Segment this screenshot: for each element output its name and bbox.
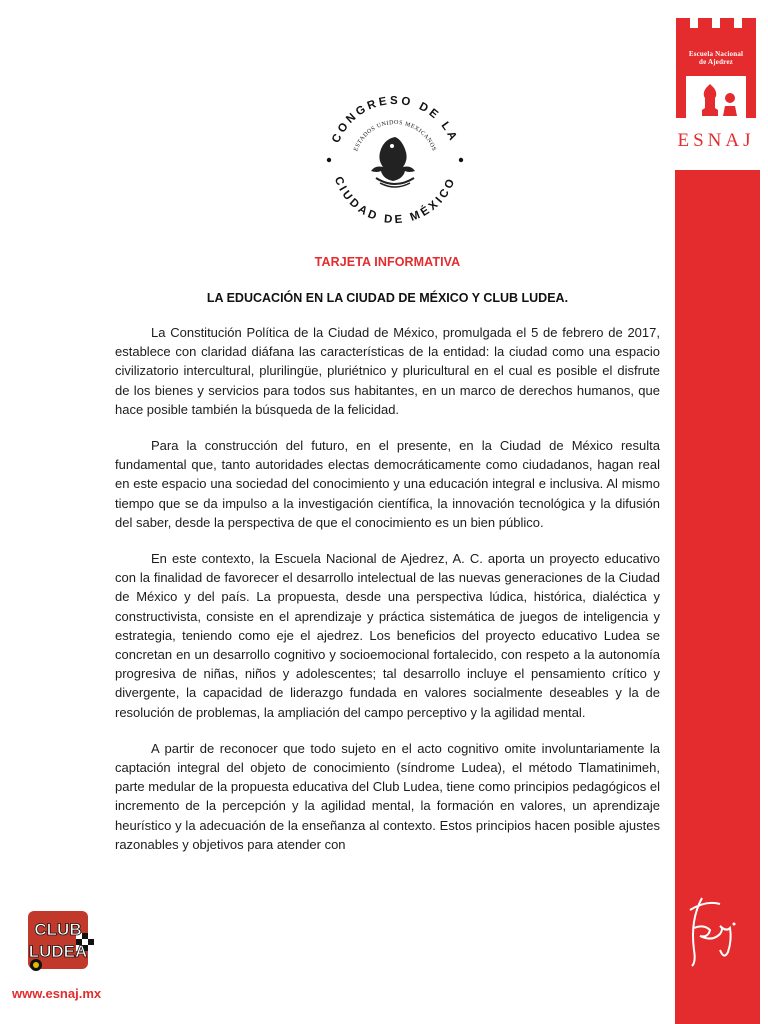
document-body (115, 255, 660, 871)
esnaj-logo (672, 18, 760, 158)
esnaj-badge-text (678, 50, 754, 66)
seal-top-text: CONGRESO DE LA (330, 94, 460, 145)
esnaj-badge-line-1: Escuela Nacional (688, 50, 744, 58)
signature-icon (680, 890, 750, 970)
seal-bottom-text: CIUDAD DE MÉXICO (331, 174, 459, 227)
document-label: TARJETA INFORMATIVA (314, 255, 461, 269)
eagle-icon (371, 137, 415, 187)
paragraph: A partir de reconocer que todo sujeto en el acto cognitivo omite involuntariamente la captación integral del objeto de conocimiento (síndrome Ludea), el método Tlamatinimeh, parte medular de la propuesta educativa del Club Ludea, tiene como principios pedagógicos el incremento de la percepción y la agilidad mental, la formación en valores, un aprendizaje heurístico y la adecuación de la enseñanza al contexto. Estos principios hacen posible ajustes razonables y objetivos para atender con (115, 740, 660, 852)
website-link[interactable]: www.esnaj.mx (12, 986, 102, 1001)
castle-tower-icon (672, 18, 760, 128)
esnaj-badge-line-2: de Ajedrez (699, 58, 733, 66)
paragraph: Para la construcción del futuro, en el presente, en la Ciudad de México resulta fundamental que, tanto autoridades electas democráticamente como ciudadanos, hagan real en este espacio una sociedad del conocimiento y una educación integral e inclusiva. Al mismo tiempo que se da impulso a la investigación científica, la innovación tecnológica y la difusión del saber, desde la perspectiva de que el conocimiento es un bien público. (115, 438, 660, 530)
paragraph: En este contexto, la Escuela Nacional de Ajedrez, A. C. aporta un proyecto educativo con la finalidad de favorecer el desarrollo intelectual de las nuevas generaciones de la Ciudad de México y del país. La propuesta, desde una perspectiva lúdica, histórica, dialéctica y constructivista, consiste en el aprendizaje y práctica sistemática de juegos de inteligencia y estrategia, teniendo como eje el ajedrez. Los beneficios del proyecto educativo Ludea se concretan en un desarrollo cognitivo y socioemocional fortalecido, con respeto a la autonomía progresiva de niñas, niños y adolescentes; tal desarrollo incluye el pensamiento crítico y divergente, la capacidad de liderazgo fundada en valores socialmente deseables y la de resolución de problemas, la ampliación del campo perceptivo y la agilidad mental. (115, 551, 660, 720)
svg-text:CIUDAD DE MÉXICO (332, 175, 459, 226)
seal-inner-text: ESTADOS UNIDOS MEXICANOS (353, 119, 437, 153)
paragraph: La Constitución Política de la Ciudad de México, promulgada el 5 de febrero de 2017, establece con claridad diáfana las características de la entidad: la ciudad como una espacio civilizatorio intercultural, plurilingüe, pluriétnico y pluricultural en el cual es posible el disfrute de los bienes y servicios para todos sus habitantes, en un marco de derechos humanos, que hace posible también la búsqueda de la felicidad. (115, 325, 660, 417)
document-title: LA EDUCACIÓN EN LA CIUDAD DE MÉXICO Y CLUB LUDEA. (206, 291, 569, 305)
congress-seal-icon (320, 82, 470, 242)
club-ludea-logo (16, 905, 102, 983)
club-logo-line-2: LUDEA (28, 942, 88, 961)
esnaj-wordmark: ESNAJ (677, 130, 755, 151)
club-logo-line-1: CLUB (34, 920, 82, 939)
